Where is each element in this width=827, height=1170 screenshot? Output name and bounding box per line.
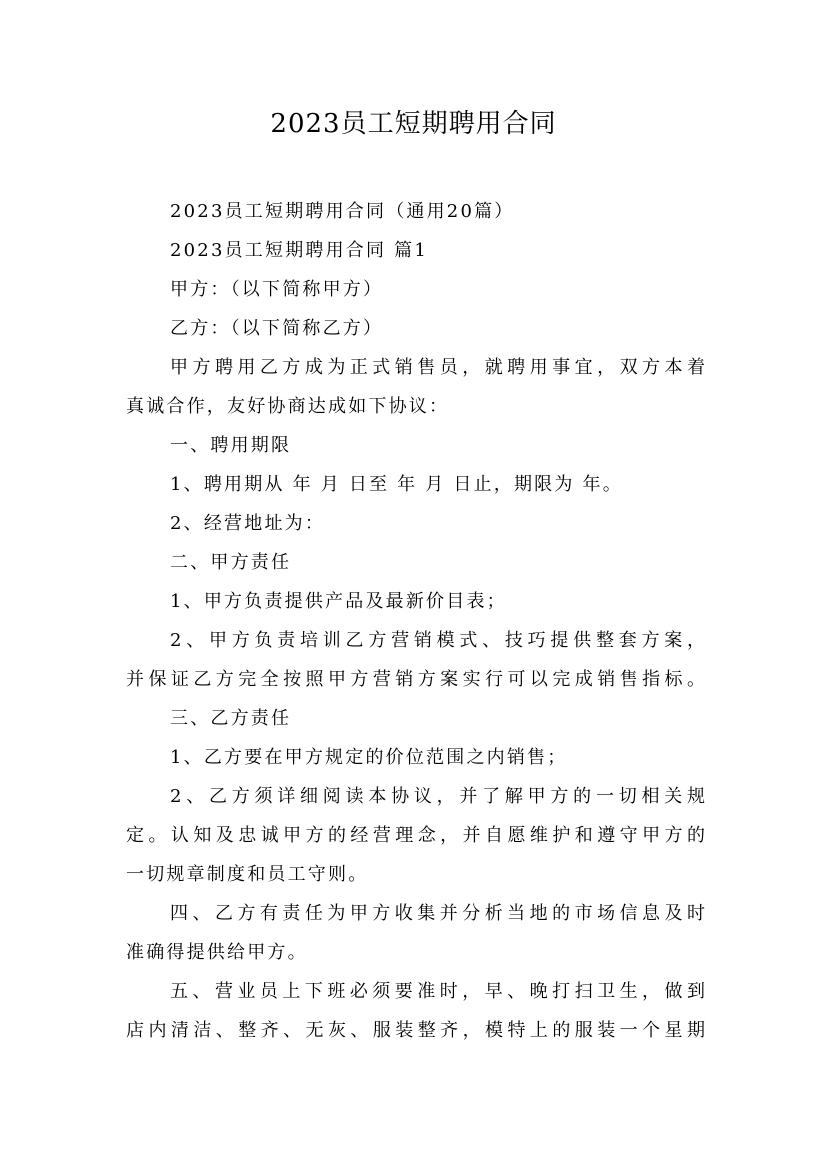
paragraph-line: 准确得提供给甲方。 xyxy=(126,942,308,963)
clause-heading: 三、乙方责任 xyxy=(170,708,292,729)
clause-heading: 一、聘用期限 xyxy=(170,435,292,456)
paragraph-line: 一切规章制度和员工守则。 xyxy=(126,864,369,885)
paragraph-line: 并保证乙方完全按照甲方营销方案实行可以完成销售指标。 xyxy=(126,669,705,690)
document-title: 2023员工短期聘用合同 xyxy=(270,109,557,139)
paragraph-line: 1、乙方要在甲方规定的价位范围之内销售； xyxy=(170,747,568,768)
paragraph-line: 1、甲方负责提供产品及最新价目表； xyxy=(170,591,507,612)
paragraph-line: 五、营业员上下班必须要准时，早、晚打扫卫生，做到 xyxy=(170,981,705,1002)
paragraph-line: 定。认知及忠诚甲方的经营理念，并自愿维护和遵守甲方的 xyxy=(126,825,705,846)
party-b-line: 乙方：（以下简称乙方） xyxy=(170,318,384,339)
paragraph-line: 店内清洁、整齐、无灰、服装整齐，模特上的服装一个星期 xyxy=(126,1020,705,1041)
section-heading: 2023员工短期聘用合同 篇1 xyxy=(170,240,428,261)
paragraph-line: 真诚合作，友好协商达成如下协议： xyxy=(126,396,450,417)
contract-subtitle: 2023员工短期聘用合同（通用20篇） xyxy=(170,201,515,222)
paragraph-line: 1、聘用期从 年 月 日至 年 月 日止，期限为 年。 xyxy=(170,474,623,495)
paragraph-line: 四、乙方有责任为甲方收集并分析当地的市场信息及时 xyxy=(170,903,705,924)
party-a-line: 甲方：（以下简称甲方） xyxy=(170,279,384,300)
paragraph-line: 2、甲方负责培训乙方营销模式、技巧提供整套方案， xyxy=(170,630,705,651)
paragraph-line: 甲方聘用乙方成为正式销售员，就聘用事宜，双方本着 xyxy=(170,357,705,378)
paragraph-line: 2、乙方须详细阅读本协议，并了解甲方的一切相关规 xyxy=(170,786,705,807)
clause-heading: 二、甲方责任 xyxy=(170,552,292,573)
paragraph-line: 2、经营地址为： xyxy=(170,513,326,534)
